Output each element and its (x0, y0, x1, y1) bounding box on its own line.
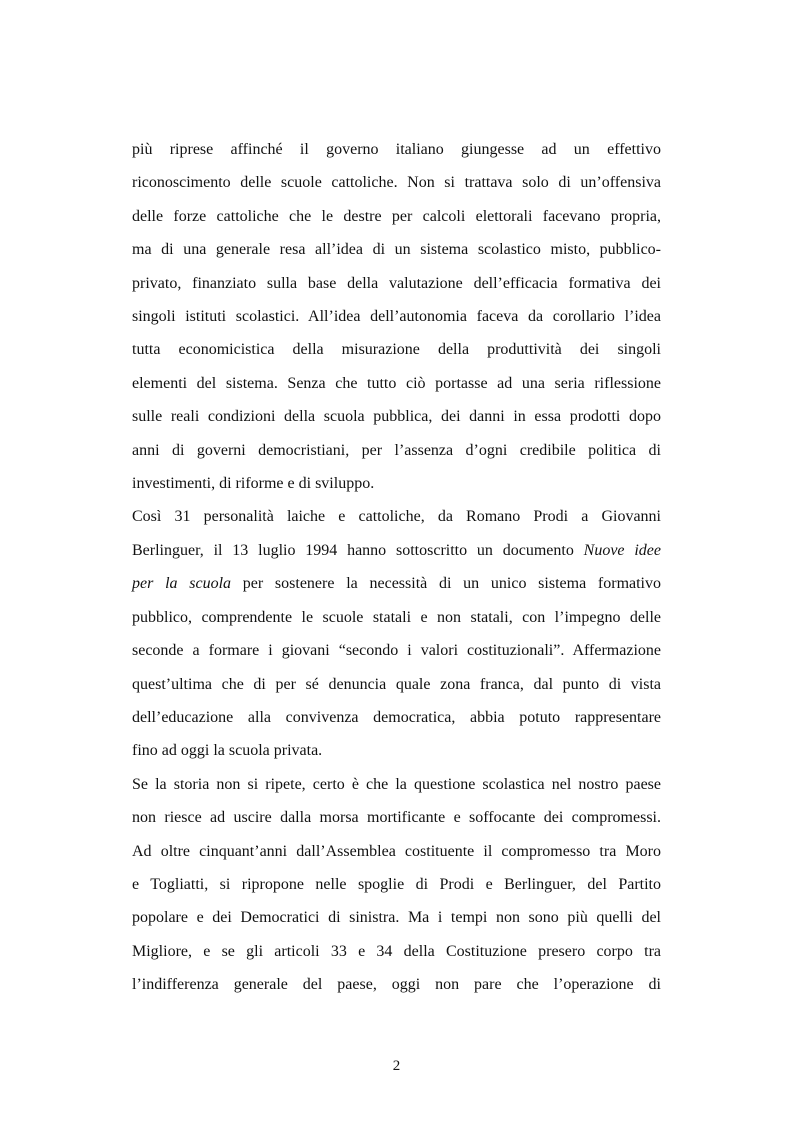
text-line: dell’educazione alla convivenza democratica, abbia potuto rappresentare (132, 708, 661, 726)
text-line: elementi del sistema. Senza che tutto ciò portasse ad una seria riflessione (132, 374, 661, 392)
text-line: privato, finanziato sulla base della valutazione dell’efficacia formativa dei (132, 274, 661, 292)
document-title-italic: per la scuola (132, 575, 232, 593)
text-line: singoli istituti scolastici. All’idea dell’autonomia faceva da corollario l’idea (132, 308, 661, 326)
text-line: riconoscimento delle scuole cattoliche. Non si trattava solo di un’offensiva (132, 174, 661, 192)
text-line: l’indifferenza generale del paese, oggi non pare che l’operazione di (132, 976, 661, 994)
text-line: anni di governi democristiani, per l’assenza d’ogni credibile politica di (132, 441, 661, 459)
text-line: ma di una generale resa all’idea di un sistema scolastico misto, pubblico- (132, 241, 661, 259)
paragraph-3 (132, 768, 661, 1002)
text-line: Ad oltre cinquant’anni dall’Assemblea costituente il compromesso tra Moro (132, 842, 661, 860)
text-segment: Berlinguer, il 13 luglio 1994 hanno sottoscritto un documento (132, 541, 584, 559)
text-line: tutta economicistica della misurazione della produttività dei singoli (132, 341, 661, 359)
text-line (132, 534, 661, 567)
page-number: 2 (392, 1058, 401, 1074)
text-line: popolare e dei Democratici di sinistra. Ma i tempi non sono più quelli del (132, 909, 661, 927)
body-text (132, 133, 661, 1002)
text-line: pubblico, comprendente le scuole statali e non statali, con l’impegno delle (132, 608, 661, 626)
text-line (132, 567, 661, 600)
text-line: e Togliatti, si ripropone nelle spoglie di Prodi e Berlinguer, del Partito (132, 875, 661, 893)
text-line: investimenti, di riforme e di sviluppo. (132, 475, 375, 493)
document-title-italic: Nuove idee (583, 541, 661, 559)
text-line: Se la storia non si ripete, certo è che la questione scolastica nel nostro paese (132, 775, 661, 793)
text-line: Così 31 personalità laiche e cattoliche, da Romano Prodi a Giovanni (132, 508, 661, 526)
text-line: seconde a formare i giovani “secondo i valori costituzionali”. Affermazione (132, 642, 661, 660)
text-line: non riesce ad uscire dalla morsa mortificante e soffocante dei compromessi. (132, 809, 661, 827)
text-line: sulle reali condizioni della scuola pubblica, dei danni in essa prodotti dopo (132, 408, 661, 426)
text-line: più riprese affinché il governo italiano giungesse ad un effettivo (132, 141, 661, 158)
text-line: delle forze cattoliche che le destre per calcoli elettorali facevano propria, (132, 207, 661, 225)
paragraph-1 (132, 133, 661, 500)
text-line: quest’ultima che di per sé denuncia quale zona franca, dal punto di vista (132, 675, 661, 693)
text-line: fino ad oggi la scuola privata. (132, 742, 323, 760)
text-segment: per sostenere la necessità di un unico sistema formativo (231, 575, 662, 593)
text-line: Migliore, e se gli articoli 33 e 34 della Costituzione presero corpo tra (132, 942, 661, 960)
paragraph-2 (132, 500, 661, 767)
